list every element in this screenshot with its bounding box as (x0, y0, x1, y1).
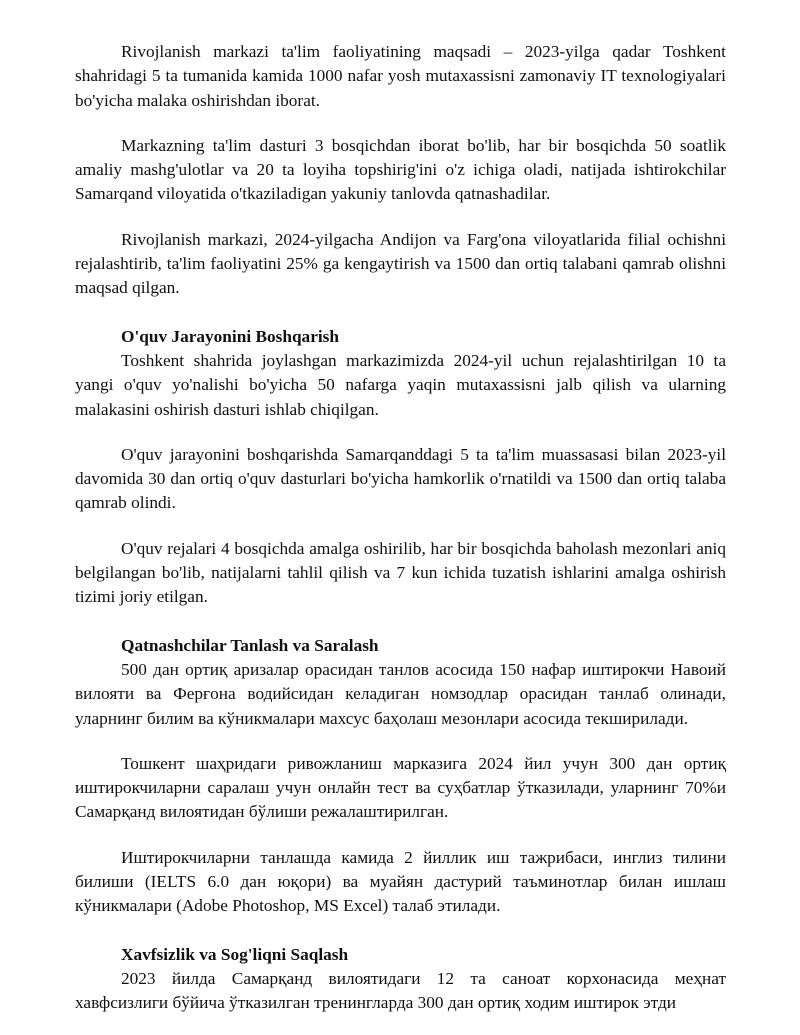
section-heading-participant-selection: Qatnashchilar Tanlash va Saralash (121, 635, 379, 655)
paragraph-selection-3: Иштирокчиларни танлашда камида 2 йиллик иш тажрибаси, инглиз тилини билиши (IELTS 6.0 дан юқори) ва муайян дастурий таъминотлар билан ишлаш кўникмалари (Adobe Photoshop, MS Excel) талаб этилади. (75, 847, 726, 916)
section-heading-safety-health: Xavfsizlik va Sog'liqni Saqlash (121, 944, 349, 964)
document-page (75, 40, 726, 1016)
paragraph-learning-2: O'quv jarayonini boshqarishda Samarqanddagi 5 ta ta'lim muassasasi bilan 2023-yil davomida 30 dan ortiq o'quv dasturlari bo'yicha hamkorlik o'rnatildi va 1500 dan ortiq talaba qamrab olindi. (75, 444, 726, 513)
section-heading-learning-process: O'quv Jarayonini Boshqarish (121, 326, 340, 346)
paragraph-intro-expansion: Rivojlanish markazi, 2024-yilgacha Andijon va Farg'ona viloyatlarida filial ochishni rejalashtirib, ta'lim faoliyatini 25% ga kengaytirish va 1500 dan ortiq talabani qamrab olishni maqsad qilgan. (75, 229, 726, 298)
paragraph-selection-2: Тошкент шаҳридаги ривожланиш марказига 2024 йил учун 300 дан ортиқ иштирокчиларни саралаш учун онлайн тест ва суҳбатлар ўтказилади, уларнинг 70%и Самарқанд вилоятидан бўлиши режалаштирилган. (75, 753, 726, 822)
paragraph-learning-1: Toshkent shahrida joylashgan markazimizda 2024-yil uchun rejalashtirilgan 10 ta yangi o'quv yo'nalishi bo'yicha 50 nafarga yaqin mutaxassisni jalb qilish va ularning malakasini oshirish dasturi ishlab chiqilgan. (75, 350, 726, 419)
paragraph-intro-program: Markazning ta'lim dasturi 3 bosqichdan iborat bo'lib, har bir bosqichda 50 soatlik amaliy mashg'ulotlar va 20 ta loyiha topshirig'ini o'z ichiga oladi, natijada ishtirokchilar Samarqand viloyatida o'tkaziladigan yakuniy tanlovda qatnashadilar. (75, 135, 726, 204)
paragraph-intro-goal: Rivojlanish markazi ta'lim faoliyatining maqsadi – 2023-yilga qadar Toshkent shahridagi 5 ta tumanida kamida 1000 nafar yosh mutaxassisni zamonaviy IT texnologiyalari bo'yicha malaka oshirishdan iborat. (75, 42, 726, 110)
paragraph-selection-1: 500 дан ортиқ аризалар орасидан танлов асосида 150 нафар иштирокчи Навоий вилояти ва Ферғона водийсидан келадиган номзодлар орасидан танлаб олинади, уларнинг билим ва кўникмалари махсус баҳолаш мезонлари асосида текширилади. (75, 659, 726, 728)
paragraph-learning-3: O'quv rejalari 4 bosqichda amalga oshirilib, har bir bosqichda baholash mezonlari aniq belgilangan bo'lib, natijalarni tahlil qilish va 7 kun ichida tuzatish ishlarini amalga oshirish tizimi joriy etilgan. (75, 538, 726, 607)
paragraph-safety-1: 2023 йилда Самарқанд вилоятидаги 12 та саноат корхонасида меҳнат хавфсизлиги бўйича ўтказилган тренингларда 300 дан ортиқ ходим иштирок этди (75, 968, 726, 1013)
